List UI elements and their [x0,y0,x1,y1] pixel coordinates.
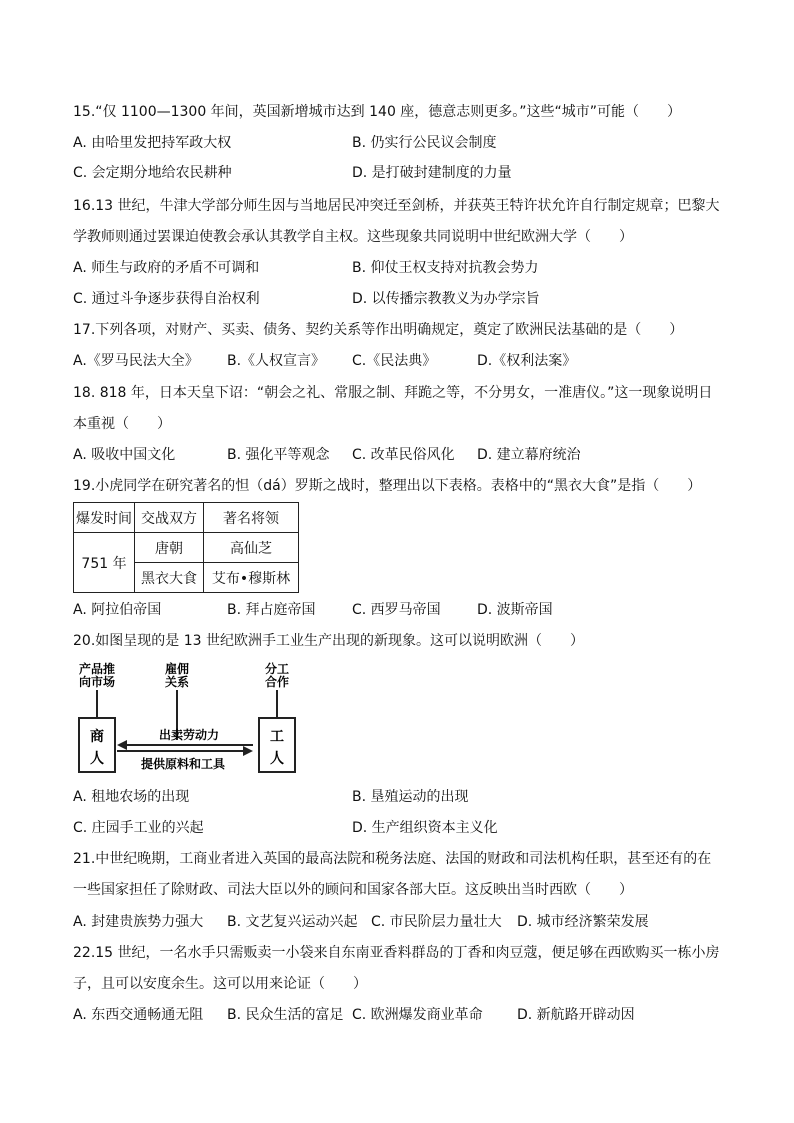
q18-stem-line1: 18. 818 年，日本天皇下诏：“朝会之礼、常服之制、拜跪之等，不分男女，一准唐仪。”这一现象说明日 [73,385,713,401]
q16-stem-line1: 16.13 世纪，牛津大学部分师生因与当地居民冲突迁至剑桥，并获英王特许状允许自行制定规章；巴黎大 [73,198,720,214]
q17-option-b[interactable]: B.《人权宣言》 [227,353,326,369]
q22-option-c[interactable]: C. 欧洲爆发商业革命 [352,1007,483,1023]
q20-option-b[interactable]: B. 垦殖运动的出现 [352,789,469,805]
q21-stem-line2: 一些国家担任了除财政、司法大臣以外的顾问和国家各部大臣。这反映出当时西欧（ ） [73,882,633,898]
q15-option-c[interactable]: C. 会定期分地给农民耕种 [73,165,232,181]
q15-option-a[interactable]: A. 由哈里发把持军政大权 [73,135,232,151]
q17-option-d[interactable]: D.《权利法案》 [477,353,577,369]
arrow-top-label: 出卖劳动力 [158,728,220,742]
q19-cell-year: 751 年 [74,533,135,593]
q19-header-time: 爆发时间 [74,503,135,533]
q21-option-a[interactable]: A. 封建贵族势力强大 [73,914,204,930]
q16-stem-line2: 学教师则通过罢课迫使教会承认其教学自主权。这些现象共同说明中世纪欧洲大学（ ） [73,229,633,245]
q18-option-d[interactable]: D. 建立幕府统治 [477,447,581,463]
label-division-line2: 合作 [264,675,290,689]
merchant-char1: 商 [90,729,104,745]
q16-option-d[interactable]: D. 以传播宗教教义为办学宗旨 [352,291,540,307]
arrow-top-head [117,740,127,750]
q22-stem-line1: 22.15 世纪，一名水手只需贩卖一小袋来自东南亚香料群岛的丁香和肉豆蔻，便足够在西欧购买一栋小房 [73,945,720,961]
q18-option-a[interactable]: A. 吸收中国文化 [73,447,176,463]
q16-option-a[interactable]: A. 师生与政府的矛盾不可调和 [73,260,260,276]
q22-option-a[interactable]: A. 东西交通畅通无阻 [73,1007,204,1023]
q15-option-b[interactable]: B. 仍实行公民议会制度 [352,135,497,151]
q21-option-c[interactable]: C. 市民阶层力量壮大 [371,914,502,930]
q19-cell-side1: 唐朝 [135,533,204,563]
q19-cell-general1: 高仙芝 [204,533,299,563]
q16-option-c[interactable]: C. 通过斗争逐步获得自治权利 [73,291,260,307]
q18-option-b[interactable]: B. 强化平等观念 [227,447,330,463]
q20-option-a[interactable]: A. 租地农场的出现 [73,789,190,805]
q18-stem-line2: 本重视（ ） [73,416,171,432]
label-hire-line2: 关系 [164,675,190,689]
merchant-char2: 人 [90,751,104,767]
label-division-line1: 分工 [264,662,290,676]
q17-option-a[interactable]: A.《罗马民法大全》 [73,353,199,369]
q19-option-b[interactable]: B. 拜占庭帝国 [227,602,316,618]
q19-cell-side2: 黑衣大食 [135,563,204,593]
q18-option-c[interactable]: C. 改革民俗风化 [352,447,455,463]
q19-stem: 19.小虎同学在研究著名的怛（dá）罗斯之战时，整理出以下表格。表格中的“黑衣大食”是指（ ） [73,478,702,494]
arrow-bottom-head [243,746,253,756]
q21-option-d[interactable]: D. 城市经济繁荣发展 [517,914,649,930]
q15-stem: 15.“仅 1100—1300 年间，英国新增城市达到 140 座，德意志则更多。”这些“城市”可能（ ） [73,104,682,120]
q19-option-c[interactable]: C. 西罗马帝国 [352,602,441,618]
q20-option-c[interactable]: C. 庄园手工业的兴起 [73,820,204,836]
q19-header-sides: 交战双方 [135,503,204,533]
q17-option-c[interactable]: C.《民法典》 [352,353,437,369]
arrow-bottom-label: 提供原料和工具 [140,757,226,771]
q20-stem: 20.如图呈现的是 13 世纪欧洲手工业生产出现的新现象。这可以说明欧洲（ ） [73,633,584,649]
q22-option-b[interactable]: B. 民众生活的富足 [227,1007,344,1023]
q19-table [73,502,299,593]
label-hire-line1: 雇佣 [164,662,190,676]
q19-option-d[interactable]: D. 波斯帝国 [477,602,553,618]
q19-header-generals: 著名将领 [204,503,299,533]
q17-stem: 17.下列各项，对财产、买卖、债务、契约关系等作出明确规定，奠定了欧洲民法基础的是（ ） [73,322,684,338]
label-market-line2: 向市场 [78,675,116,689]
q21-option-b[interactable]: B. 文艺复兴运动兴起 [227,914,358,930]
q19-cell-general2: 艾布•穆斯林 [204,563,299,593]
q16-option-b[interactable]: B. 仰仗王权支持对抗教会势力 [352,260,539,276]
q21-stem-line1: 21.中世纪晚期，工商业者进入英国的最高法院和税务法庭、法国的财政和司法机构任职，甚至还有的在 [73,851,712,867]
label-market-line1: 产品推 [78,662,116,676]
q22-option-d[interactable]: D. 新航路开辟动因 [517,1007,635,1023]
q20-option-d[interactable]: D. 生产组织资本主义化 [352,820,498,836]
worker-char1: 工 [270,729,284,745]
worker-char2: 人 [270,751,284,767]
q19-option-a[interactable]: A. 阿拉伯帝国 [73,602,162,618]
q22-stem-line2: 子，且可以安度余生。这可以用来论证（ ） [73,976,367,992]
q20-diagram [73,660,290,775]
q15-option-d[interactable]: D. 是打破封建制度的力量 [352,165,512,181]
